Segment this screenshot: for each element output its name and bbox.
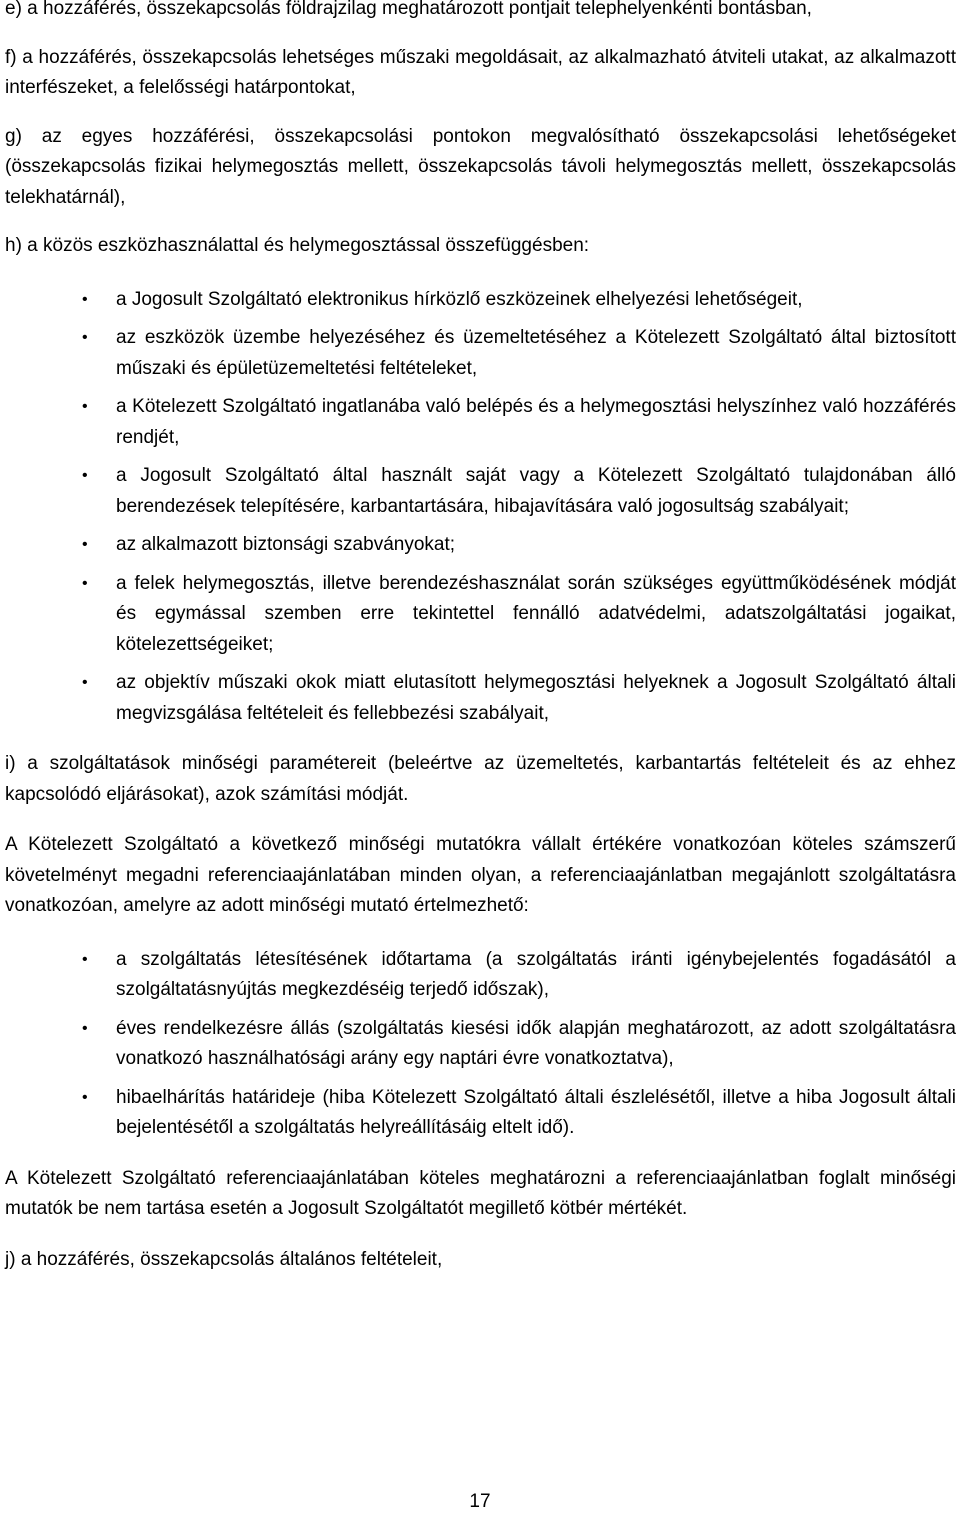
list-item-text: a Jogosult Szolgáltató elektronikus hírközlő eszközeinek elhelyezési lehetőségeit, <box>116 288 803 310</box>
list-item <box>5 285 956 316</box>
list-item-text: a Kötelezett Szolgáltató ingatlanába való belépés és a helymegosztási helyszínhez való hozzáférés rendjét, <box>116 396 956 448</box>
list-item-text: az objektív műszaki okok miatt elutasított helymegosztási helyeknek a Jogosult Szolgáltató általi megvizsgálása feltételeit és fellebbezési szabályait, <box>116 672 956 724</box>
list-item-text: az alkalmazott biztonsági szabványokat; <box>116 534 456 555</box>
list-item-text: éves rendelkezésre állás (szolgáltatás kiesési idők alapján meghatározott, az adott szolgáltatásra vonatkozó használhatósági arány egy naptári évre vonatkoztatva), <box>116 1017 956 1069</box>
list-item <box>5 1083 956 1144</box>
list-item <box>5 461 956 522</box>
list-item-text: hibaelhárítás határideje (hiba Kötelezett Szolgáltató általi észlelésétől, illetve a hiba Jogosult általi bejelentésétől a szolgáltatás helyreállításáig eltelt idő). <box>116 1086 956 1138</box>
list-item-text: az eszközök üzembe helyezéséhez és üzemeltetéséhez a Kötelezett Szolgáltató által biztosított műszaki és épületüzemeltetési feltételeket, <box>116 327 956 379</box>
list-item <box>5 530 956 561</box>
list-item <box>5 668 956 729</box>
bullet-icon: • <box>82 398 88 415</box>
bullet-icon: • <box>82 467 88 484</box>
paragraph-quality-intro: A Kötelezett Szolgáltató a következő minőségi mutatókra vállalt értékére vonatkozóan köteles számszerű követelményt megadni referenciaajánlatában minden olyan, a referenciaajánlatban megajánlott szolgáltatásra vonatkozóan, amelyre az adott minőségi mutató értelmezhető: <box>5 834 956 916</box>
bullet-icon: • <box>82 1088 88 1106</box>
bullet-icon: • <box>82 290 88 308</box>
list-item <box>5 945 956 1006</box>
list-item-text: a Jogosult Szolgáltató által használt saját vagy a Kötelezett Szolgáltató tulajdonában álló berendezések telepítésére, karbantartására, hibajavítására való jogosultság szabályait; <box>116 465 956 517</box>
paragraph-h: h) a közös eszközhasználattal és helymegosztással összefüggésben: <box>5 235 590 256</box>
paragraph-f: f) a hozzáférés, összekapcsolás lehetséges műszaki megoldásait, az alkalmazható átviteli utakat, az alkalmazott interfészeket, a felelősségi határpontokat, <box>5 46 956 98</box>
h-bullet-list <box>5 285 956 730</box>
list-item <box>5 392 956 453</box>
page-number: 17 <box>469 1491 491 1512</box>
list-item-text: a szolgáltatás létesítésének időtartama (a szolgáltatás iránti igénybejelentés fogadásától a szolgáltatásnyújtás megkezdéséig terjedő időszak), <box>116 948 956 1000</box>
list-item-text: a felek helymegosztás, illetve berendezéshasználat során szükséges együttműködésének módját és egymással szemben erre tekintettel fennálló adatvédelmi, adatszolgáltatási jogaikat, kötelezettségeiket; <box>116 572 956 655</box>
list-item <box>5 569 956 661</box>
paragraph-penalty: A Kötelezett Szolgáltató referenciaajánlatában köteles meghatározni a referenciaajánlatban foglalt minőségi mutatók be nem tartása esetén a Jogosult Szolgáltatót megillető kötbér mértékét. <box>5 1167 956 1219</box>
bullet-icon: • <box>82 674 88 691</box>
paragraph-j: j) a hozzáférés, összekapcsolás általános feltételeit, <box>5 1248 443 1270</box>
quality-bullet-list <box>5 945 956 1144</box>
bullet-icon: • <box>82 536 88 553</box>
list-item <box>5 1014 956 1075</box>
list-item <box>5 323 956 384</box>
paragraph-e: e) a hozzáférés, összekapcsolás földrajzilag meghatározott pontjait telephelyenkénti bontásban, <box>5 0 812 19</box>
bullet-icon: • <box>82 574 88 592</box>
bullet-icon: • <box>82 950 88 968</box>
bullet-icon: • <box>82 329 88 346</box>
document-page <box>5 0 956 1275</box>
bullet-icon: • <box>82 1019 88 1037</box>
paragraph-i: i) a szolgáltatások minőségi paramétereit (beleértve az üzemeltetés, karbantartás feltételeit és az ehhez kapcsolódó eljárásokat), azok számítási módját. <box>5 753 956 805</box>
paragraph-g: g) az egyes hozzáférési, összekapcsolási pontokon megvalósítható összekapcsolási lehetőségeket (összekapcsolás fizikai helymegosztás mellett, összekapcsolás távoli helymegosztás mellett, összekapcsolás telekhatárnál), <box>5 125 956 208</box>
